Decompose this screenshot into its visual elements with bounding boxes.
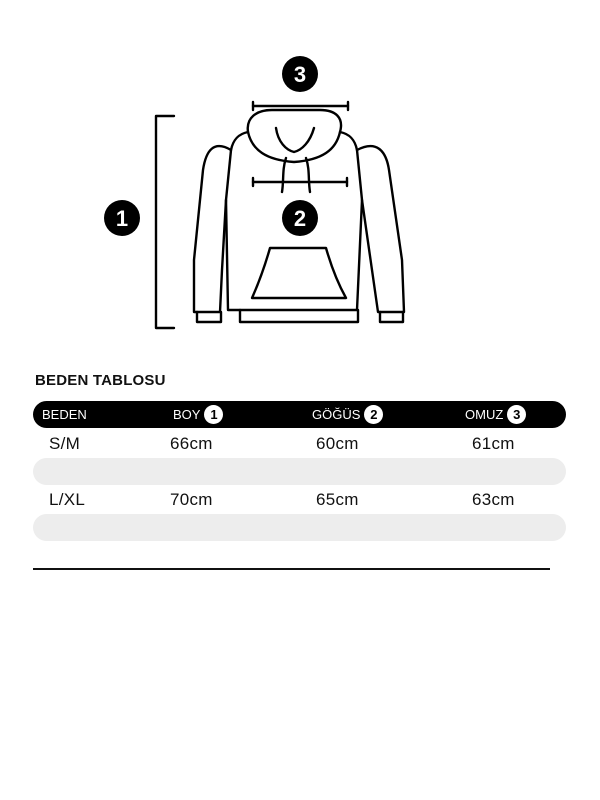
size-cell: L/XL [49,490,86,509]
bottom-divider [33,568,550,570]
length-badge: 1 [204,405,223,424]
hoodie-right-sleeve [357,146,404,312]
size-chart-title: BEDEN TABLOSU [35,372,166,389]
chest-cell: 60cm [316,434,359,453]
size-table-header [33,401,566,428]
marker-shoulder [282,56,318,92]
header-chest: GÖĞÜS 2 [312,401,383,428]
hoodie-measurement-diagram [0,0,600,345]
shoulder-cell: 61cm [472,434,515,453]
shoulder-badge: 3 [507,405,526,424]
row-stripe [33,458,566,485]
row-stripe [33,514,566,541]
table-row [33,430,566,457]
chest-badge: 2 [364,405,383,424]
hoodie-hood [248,110,341,162]
marker-length [104,200,140,236]
hoodie-waistband [240,310,358,322]
svg-text:1: 1 [115,206,129,231]
table-row [33,486,566,513]
length-cell: 66cm [170,434,213,453]
header-length: BOY 1 [173,401,223,428]
length-cell: 70cm [170,490,213,509]
chest-cell: 65cm [316,490,359,509]
header-shoulder: OMUZ 3 [465,401,526,428]
length-bracket [156,116,174,328]
hoodie-left-sleeve [194,146,231,312]
hoodie-pocket [252,248,346,298]
shoulder-cell: 63cm [472,490,515,509]
size-cell: S/M [49,434,81,453]
header-size: BEDEN [42,407,87,422]
svg-text:2: 2 [293,206,307,231]
marker-chest [282,200,318,236]
svg-text:3: 3 [293,62,307,87]
